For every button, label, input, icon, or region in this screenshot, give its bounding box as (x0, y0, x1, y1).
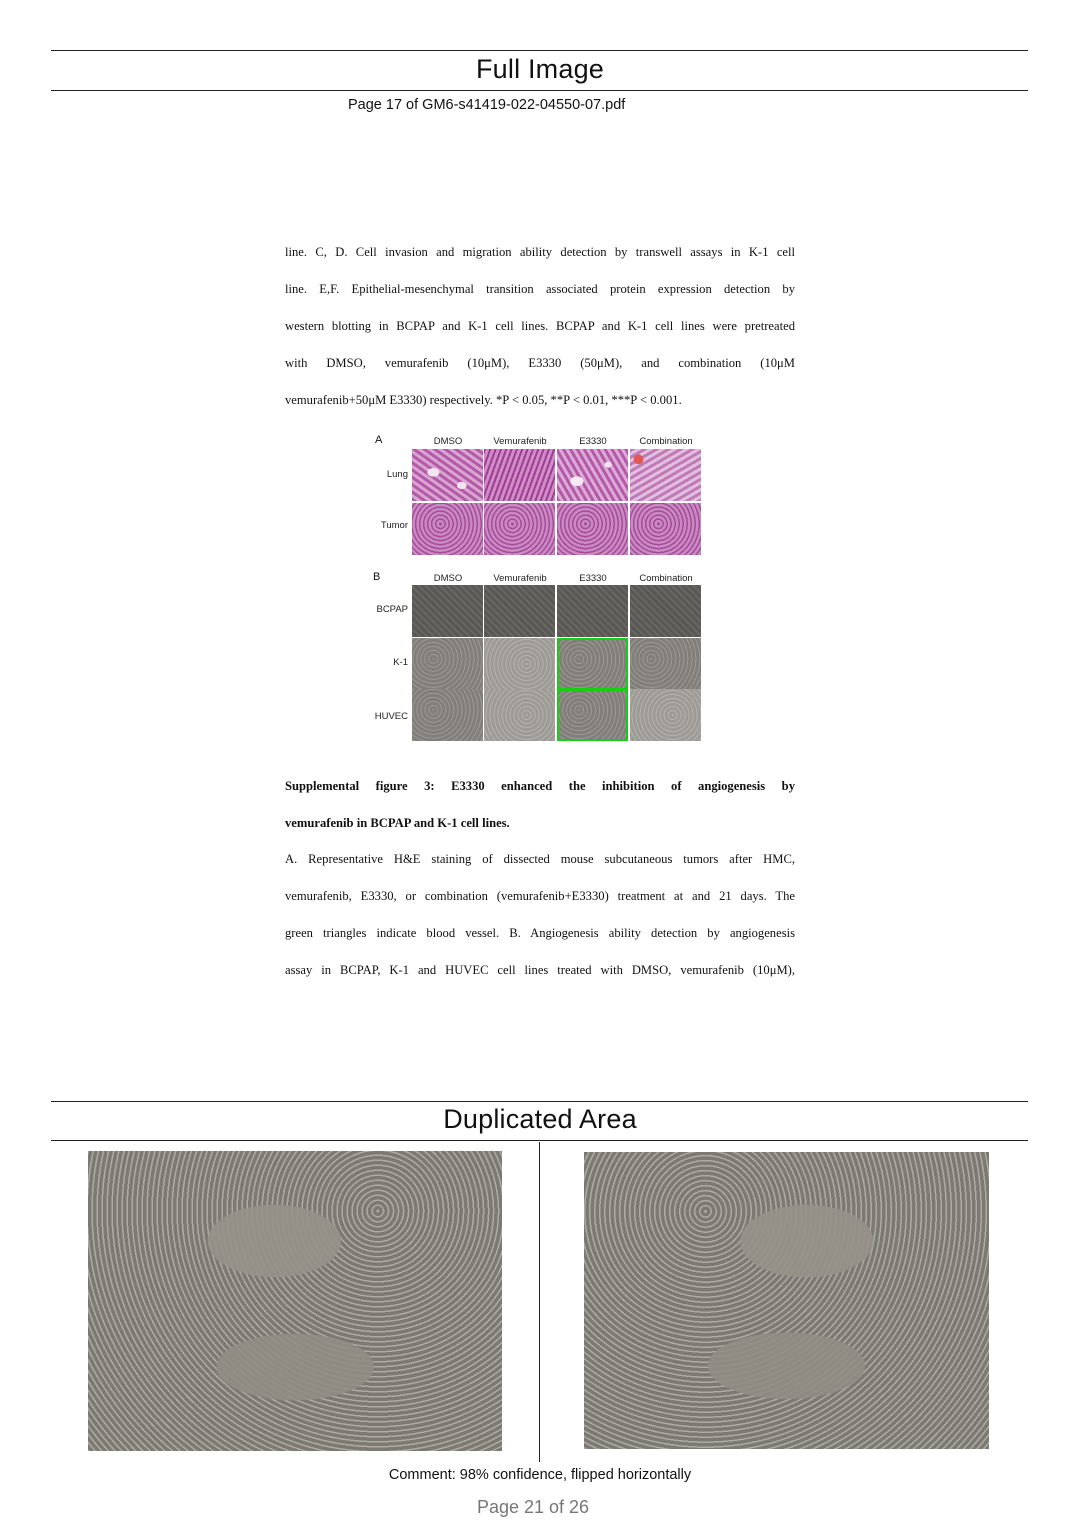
doc-line: green triangles indicate blood vessel. B. Angiogenesis ability detection by angiogenesis (285, 926, 795, 940)
he-tumor-e3330-image (557, 503, 628, 555)
doc-line: A. Representative H&E staining of dissected mouse subcutaneous tumors after HMC, (285, 852, 795, 866)
bcpap-vemurafenib-image (484, 585, 555, 637)
col-header-combination: Combination (639, 436, 693, 447)
row-label-k1: K-1 (393, 657, 408, 668)
row-label-bcpap: BCPAP (376, 604, 408, 615)
doc-line: with DMSO, vemurafenib (10μM), E3330 (50μM), and combination (10μM (285, 356, 795, 370)
col-header-e3330: E3330 (579, 573, 607, 584)
huvec-vemurafenib-image (484, 689, 555, 741)
col-header-e3330: E3330 (579, 436, 607, 447)
panel-a-letter: A (375, 434, 383, 446)
col-header-vemurafenib: Vemurafenib (493, 436, 547, 447)
title-rule (51, 90, 1028, 91)
col-header-dmso: DMSO (433, 436, 463, 447)
duplicated-area-title: Duplicated Area (443, 1104, 637, 1134)
full-image-title: Full Image (475, 54, 605, 84)
panel-b-letter: B (373, 571, 381, 583)
huvec-combination-image (630, 689, 701, 741)
col-header-combination: Combination (639, 573, 693, 584)
doc-line: western blotting in BCPAP and K-1 cell lines. BCPAP and K-1 cell lines were pretreated (285, 319, 795, 333)
duplicated-title-rule (51, 1140, 1028, 1141)
bcpap-combination-image (630, 585, 701, 637)
caption-title-line: vemurafenib in BCPAP and K-1 cell lines. (285, 816, 510, 830)
duplicate-crop-left-image (88, 1151, 502, 1451)
k1-dmso-image (412, 638, 483, 690)
k1-combination-image (630, 638, 701, 690)
bcpap-e3330-image (557, 585, 628, 637)
k1-vemurafenib-image (484, 638, 555, 690)
doc-line: vemurafenib, E3330, or combination (vemurafenib+E3330) treatment at and 21 days. The (285, 889, 795, 903)
k1-e3330-image-highlighted (557, 638, 628, 690)
doc-line: line. C, D. Cell invasion and migration ability detection by transwell assays in K-1 cell (285, 245, 795, 259)
he-tumor-dmso-image (412, 503, 483, 555)
doc-line: vemurafenib+50μM E3330) respectively. *P < 0.05, **P < 0.01, ***P < 0.001. (285, 393, 682, 407)
duplicate-crop-right-image (584, 1152, 989, 1449)
doc-line: assay in BCPAP, K-1 and HUVEC cell lines treated with DMSO, vemurafenib (10μM), (285, 963, 795, 977)
row-label-lung: Lung (386, 469, 408, 480)
he-lung-dmso-image (412, 449, 483, 501)
row-label-tumor: Tumor (380, 520, 408, 531)
caption-title-line: Supplemental figure 3: E3330 enhanced the inhibition of angiogenesis by (285, 779, 795, 793)
crop-divider (539, 1142, 540, 1462)
page-reference: Page 17 of GM6-s41419-022-04550-07.pdf (348, 97, 626, 113)
footer-page-number: Page 21 of 26 (476, 1497, 590, 1517)
he-lung-combination-image (630, 449, 701, 501)
he-lung-e3330-image (557, 449, 628, 501)
col-header-vemurafenib: Vemurafenib (493, 573, 547, 584)
he-tumor-combination-image (630, 503, 701, 555)
huvec-e3330-image-highlighted (557, 689, 628, 741)
col-header-dmso: DMSO (433, 573, 463, 584)
bcpap-dmso-image (412, 585, 483, 637)
row-label-huvec: HUVEC (374, 711, 408, 722)
top-rule (51, 50, 1028, 51)
doc-line: line. E,F. Epithelial-mesenchymal transition associated protein expression detection by (285, 282, 795, 296)
he-tumor-vemurafenib-image (484, 503, 555, 555)
duplication-comment: Comment: 98% confidence, flipped horizontally (388, 1467, 692, 1483)
he-lung-vemurafenib-image (484, 449, 555, 501)
duplicated-top-rule (51, 1101, 1028, 1102)
huvec-dmso-image (412, 689, 483, 741)
